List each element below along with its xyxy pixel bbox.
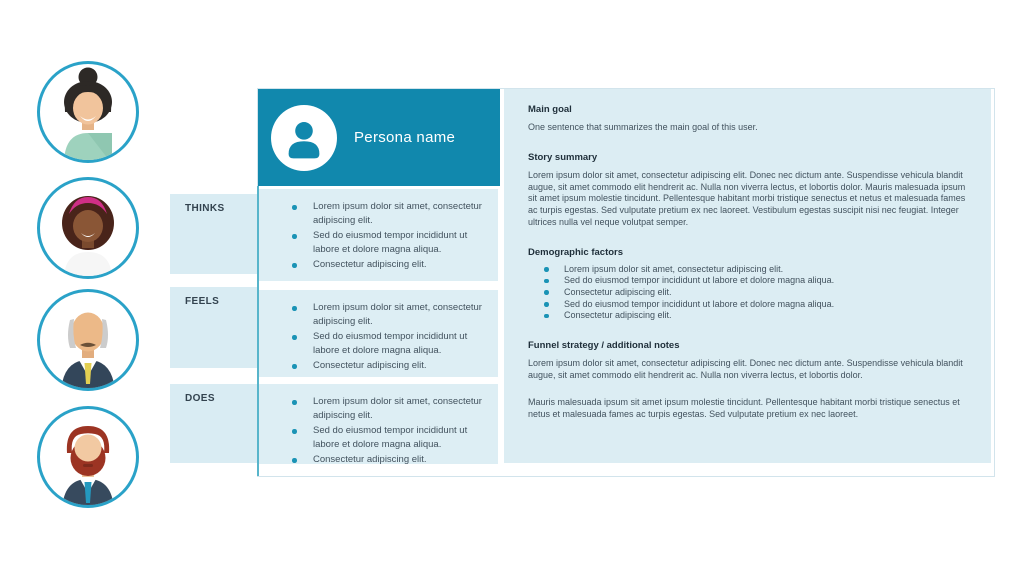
bullet-item [292, 301, 490, 329]
feels-panel [259, 290, 498, 377]
avatar-older-man-icon [36, 288, 140, 392]
bullet-item [544, 275, 967, 287]
does-panel [259, 384, 498, 464]
does-label: DOES [170, 384, 257, 463]
persona-header [258, 89, 500, 186]
persona-avatar-badge [271, 105, 337, 171]
bullet-item [292, 359, 490, 373]
bullet-item [544, 287, 967, 299]
bullet-dot-icon [544, 302, 549, 307]
feels-label: FEELS [170, 287, 257, 368]
bullet-text: Lorem ipsum dolor sit amet, consectetur adipiscing elit. [313, 201, 482, 226]
bullet-text: Lorem ipsum dolor sit amet, consectetur adipiscing elit. [313, 302, 482, 327]
thinks-label: THINKS [170, 194, 257, 274]
funnel-strategy-paragraph-2: Mauris malesuada ipsum sit amet ipsum molestie tincidunt. Pellentesque habitant morbi tristique senectus et netus et malesuada fames ac turpis egestas. Sed vulputate pretium ex nec laoreet. [528, 397, 960, 420]
bullet-dot-icon [544, 279, 549, 284]
bullet-item [292, 453, 490, 467]
avatar-woman-headband-icon [36, 176, 140, 280]
bullet-dot-icon [544, 314, 549, 319]
bullet-dot-icon [544, 267, 549, 272]
bullet-text: Sed do eiusmod tempor incididunt ut labore et dolore magna aliqua. [313, 425, 468, 450]
bullet-text: Consectetur adipiscing elit. [313, 454, 427, 465]
bullet-text: Sed do eiusmod tempor incididunt ut labore et dolore magna aliqua. [564, 275, 835, 286]
bullet-dot-icon [292, 429, 297, 434]
demographic-factors-title: Demographic factors [528, 246, 624, 258]
bullet-text: Sed do eiusmod tempor incididunt ut labore et dolore magna aliqua. [564, 298, 835, 309]
thinks-panel [259, 189, 498, 281]
demographic-factors-list [528, 258, 967, 322]
bullet-item [292, 258, 490, 272]
bullet-item [292, 330, 490, 358]
bullet-item [292, 229, 490, 257]
story-summary-text: Lorem ipsum dolor sit amet, consectetur adipiscing elit. Donec nec dictum ante. Suspendisse vehicula blandit augue, sit amet commodo elit hendrerit ac. Nulla non viverra lectus, et lobortis dolor. Mauris malesuada ipsum sit amet ipsum molestie tincidunt. Pellentesque habitant morbi tristique senectus et netus et malesuada fames ac turpis egestas. Sed vulputate pretium ex nec laoreet. Vestibulum egestas suscipit nisi nec feugiat. Integer ultrices nulla vel neque volutpat semper. [528, 169, 966, 227]
main-goal-title: Main goal [528, 104, 572, 115]
bullet-dot-icon [544, 290, 549, 295]
bullet-dot-icon [292, 306, 297, 311]
persona-card [257, 88, 995, 477]
avatar-bearded-man-icon [36, 405, 140, 509]
bullet-text: Consectetur adipiscing elit. [564, 310, 672, 321]
bullet-dot-icon [292, 364, 297, 369]
bullet-item [544, 264, 967, 276]
bullet-item [544, 310, 967, 322]
bullet-text: Consectetur adipiscing elit. [564, 286, 672, 297]
bullet-dot-icon [292, 400, 297, 405]
bullet-dot-icon [292, 458, 297, 463]
story-summary-title: Story summary [528, 151, 598, 163]
funnel-strategy-paragraph-1: Lorem ipsum dolor sit amet, consectetur adipiscing elit. Donec nec dictum ante. Suspendisse vehicula blandit augue, sit amet commodo elit hendrerit ac. Nulla non viverra lectus, et lobortis dolor. [528, 357, 963, 380]
bullet-text: Sed do eiusmod tempor incididunt ut labore et dolore magna aliqua. [313, 230, 468, 255]
person-silhouette-icon [282, 116, 326, 160]
bullet-text: Sed do eiusmod tempor incididunt ut labore et dolore magna aliqua. [313, 331, 468, 356]
avatar-woman-bun-icon [36, 60, 140, 164]
bullet-item [292, 395, 490, 423]
bullet-dot-icon [292, 263, 297, 268]
bullet-item [292, 424, 490, 452]
bullet-dot-icon [292, 335, 297, 340]
bullet-item [544, 299, 967, 311]
persona-name: Persona name [354, 129, 456, 146]
bullet-text: Lorem ipsum dolor sit amet, consectetur adipiscing elit. [313, 396, 482, 421]
bullet-item [292, 200, 490, 228]
bullet-dot-icon [292, 205, 297, 210]
main-goal-text: One sentence that summarizes the main goal of this user. [528, 122, 758, 132]
details-panel [504, 89, 991, 463]
bullet-text: Consectetur adipiscing elit. [313, 259, 427, 270]
funnel-strategy-title: Funnel strategy / additional notes [528, 339, 680, 351]
bullet-text: Lorem ipsum dolor sit amet, consectetur adipiscing elit. [564, 263, 784, 274]
bullet-dot-icon [292, 234, 297, 239]
bullet-text: Consectetur adipiscing elit. [313, 360, 427, 371]
